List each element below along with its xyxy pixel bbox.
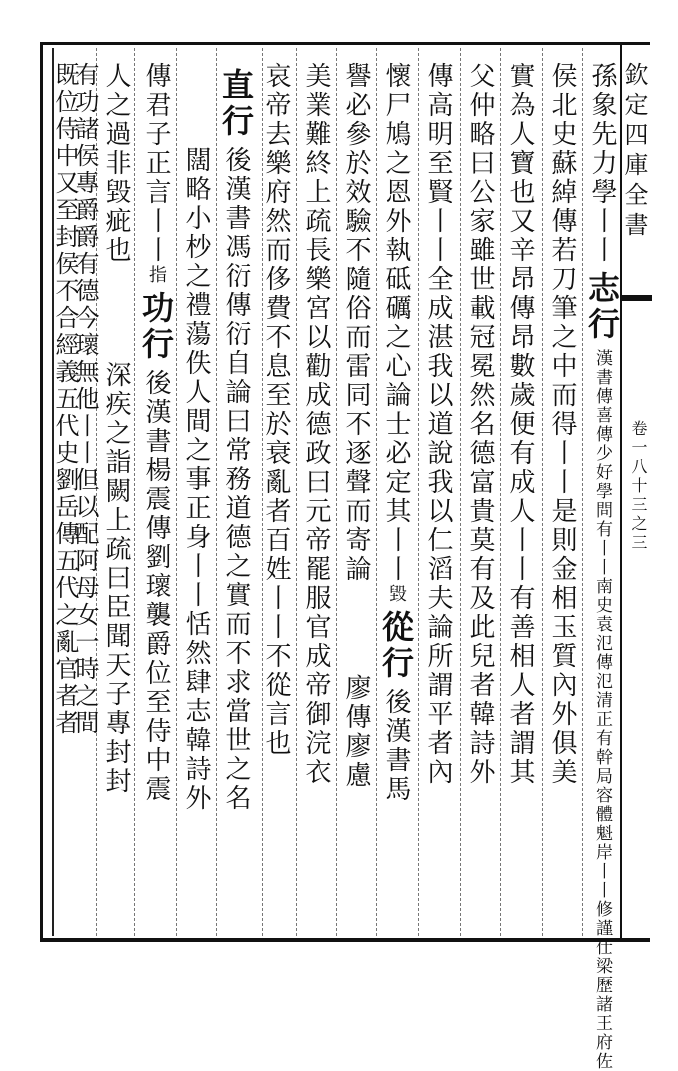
column-text: 懷尸鳩之恩外執砥礪之心論士必定其丨丨 (381, 62, 411, 584)
column-text: 譽必參於效驗不隨俗而雷同不逐聲而寄論 (341, 62, 371, 584)
column-note: 指 (146, 265, 167, 285)
column-text: 哀帝去樂府然而侈費不息至於衰亂者百姓丨丨不從言也 (261, 62, 291, 758)
text-column-4 (462, 62, 498, 934)
margin-book-title: 欽定四庫全書 (620, 62, 648, 242)
text-column-6 (378, 62, 414, 934)
text-column-11 (178, 62, 214, 934)
text-column-7 (338, 62, 374, 934)
text-column-12 (138, 62, 174, 934)
column-text: 傳君子正言丨丨 (141, 62, 171, 265)
text-column-15-wrap (51, 62, 79, 934)
column-text: 父仲略曰公家雖世載冠冕然名德富貴莫有及此兒者韓詩外 (465, 62, 495, 787)
text-column-9 (258, 62, 294, 934)
column-text-continued: 後漢書楊震傳劉瓌襲爵位至侍中震 (141, 369, 171, 804)
column-text-continued: 後漢書馬 (381, 688, 411, 804)
column-rule (134, 48, 136, 936)
page-border-bottom (40, 938, 650, 942)
column-note: 毀 (386, 584, 407, 604)
column-text: 傳高明至賢丨丨全成湛我以道說我以仁滔夫論所謂平者內 (423, 62, 453, 787)
text-column-5 (420, 62, 456, 934)
section-heading-gongxing: 功行 (137, 291, 175, 363)
column-text: 侯北史蘇綽傳若刀筆之中而得丨丨是則金相玉質內外俱美 (547, 62, 577, 787)
text-column-10 (218, 62, 254, 934)
section-heading-congxing: 從行 (377, 610, 415, 682)
column-text: 後漢書馮衍傳衍自論曰常務道德之實而不求當世之名 (221, 146, 251, 813)
column-text: 實為人寶也又辛昂傳昂數歲便有成人丨丨有善相人者謂其 (505, 62, 535, 787)
column-text-continued: 廖傳廖慮 (341, 674, 371, 790)
text-column-8 (298, 62, 334, 934)
text-column-1 (583, 62, 621, 1071)
column-text: 闊略小杪之禮蕩佚人間之事正身丨丨恬然肆志韓詩外 (181, 146, 211, 813)
margin-volume-label: 卷一八十三之三 (629, 420, 648, 553)
column-annotation: 漢書傳喜傳少好學問有丨丨南史袁氾傳氾清正有幹局容體魁岸丨丨修謹仕梁歷諸王府佐 (592, 349, 612, 1071)
text-column-13 (98, 62, 134, 934)
column-text: 孫象先力學丨丨 (587, 62, 617, 265)
column-text-continued: 深疾之詣闕上疏曰臣聞天子專封封 (101, 361, 131, 796)
fishtail-mark (622, 295, 652, 301)
column-text: 人之過非毀疵也 (101, 62, 131, 265)
column-text: 有功諸侯專爵爵有德今瓌無他丨丨但以配阿母女一時之間 (71, 62, 99, 737)
section-heading-zhixing: 志行 (583, 271, 621, 343)
column-text: 美業難終上疏長樂宮以勸成德政曰元帝罷服官成帝御浣衣 (301, 62, 331, 787)
column-text: 既位侍中又至封侯不合經義五代史劉岳傳五代之亂官者者 (51, 62, 79, 737)
text-column-2 (544, 62, 580, 934)
text-column-3 (502, 62, 538, 934)
section-heading-zhixing-straight: 直行 (217, 68, 255, 140)
